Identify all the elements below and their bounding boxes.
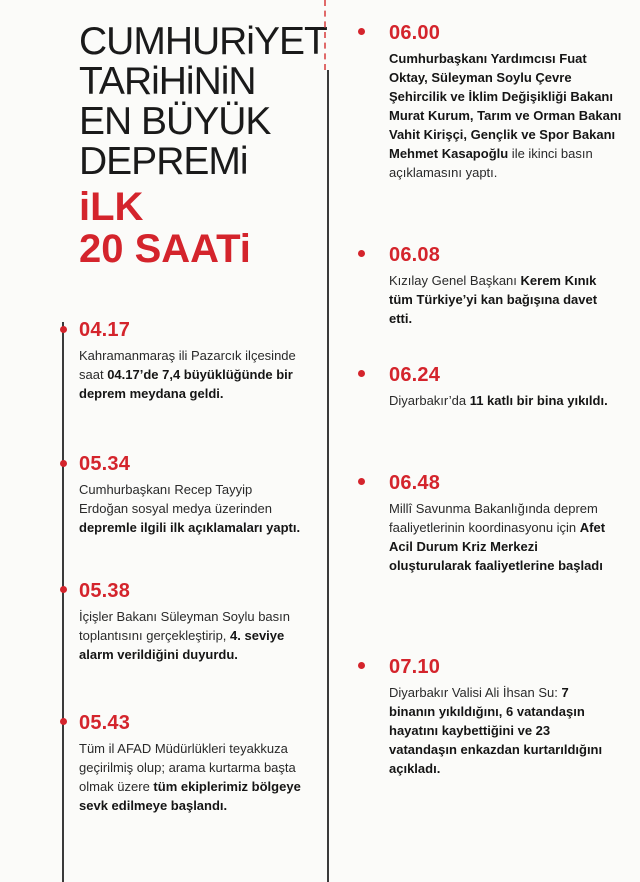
timeline-dot bbox=[358, 250, 365, 257]
event-time: 05.38 bbox=[79, 580, 131, 602]
event-time: 06.08 bbox=[389, 244, 441, 266]
event-text-bold: 7 binanın yıkıldığını, 6 vatandaşın hayatını kaybettiğini ve 23 vatandaşın enkazdan kurtarıldığını açıkladı. bbox=[389, 685, 603, 776]
event-0543 bbox=[79, 712, 307, 815]
event-description bbox=[389, 683, 617, 778]
timeline-dot bbox=[358, 370, 365, 377]
right-timeline-line bbox=[327, 70, 329, 882]
event-text-bold: 4. seviye alarm verildiğini duyurdu. bbox=[79, 628, 285, 662]
event-text-bold: Afet Acil Durum Kriz Merkezi oluşturularak faaliyetlerine başladı bbox=[389, 520, 606, 573]
event-0710 bbox=[389, 656, 617, 778]
timeline-dot bbox=[60, 718, 67, 725]
event-text: ile ikinci basın açıklamasını yaptı. bbox=[389, 146, 593, 180]
event-time: 05.34 bbox=[79, 453, 131, 475]
event-time: 04.17 bbox=[79, 319, 131, 341]
event-text-bold: 04.17’de 7,4 büyüklüğünde bir deprem meydana geldi. bbox=[79, 367, 293, 401]
event-time: 06.48 bbox=[389, 472, 441, 494]
title-line-2: TARiHiNiN bbox=[79, 60, 256, 103]
event-0600 bbox=[389, 22, 625, 182]
event-0648 bbox=[389, 472, 611, 575]
timeline-dot bbox=[60, 460, 67, 467]
timeline-dot bbox=[60, 326, 67, 333]
event-description bbox=[389, 499, 611, 575]
event-time: 07.10 bbox=[389, 656, 441, 678]
event-time: 06.00 bbox=[389, 22, 441, 44]
event-0417 bbox=[79, 319, 304, 403]
event-description bbox=[79, 346, 304, 403]
title-line-4: DEPREMi bbox=[79, 140, 248, 183]
event-description bbox=[79, 480, 301, 537]
event-text: İçişler Bakanı Süleyman Soylu basın toplantısını gerçekleştirip, bbox=[79, 609, 290, 643]
event-description bbox=[389, 391, 619, 410]
event-time: 06.24 bbox=[389, 364, 441, 386]
event-text: Cumhurbaşkanı Recep Tayyip Erdoğan sosyal medya üzerinden bbox=[79, 482, 272, 516]
event-text: Tüm il AFAD Müdürlükleri teyakkuza geçirilmiş olup; arama kurtarma başta olmak üzere bbox=[79, 741, 296, 794]
title-line-3: EN BÜYÜK bbox=[79, 100, 271, 143]
timeline-dot bbox=[358, 478, 365, 485]
event-0624 bbox=[389, 364, 619, 410]
event-description bbox=[79, 739, 307, 815]
timeline-dot bbox=[60, 586, 67, 593]
event-text: Kızılay Genel Başkanı bbox=[389, 273, 521, 288]
page-title bbox=[79, 20, 327, 271]
event-0538 bbox=[79, 580, 309, 664]
timeline-dot bbox=[358, 662, 365, 669]
title-accent-1: iLK bbox=[79, 185, 144, 229]
left-timeline-line bbox=[62, 322, 64, 882]
title-accent-2: 20 SAATi bbox=[79, 227, 251, 271]
event-text-bold: depremle ilgili ilk açıklamaları yaptı. bbox=[79, 520, 301, 535]
event-description bbox=[389, 271, 619, 328]
timeline-dot bbox=[358, 28, 365, 35]
event-time: 05.43 bbox=[79, 712, 131, 734]
event-description bbox=[79, 607, 309, 664]
event-text-bold: Cumhurbaşkanı Yardımcısı Fuat Oktay, Süleyman Soylu Çevre Şehircilik ve İklim Değişikliği Bakanı Murat Kurum, Tarım ve Orman Bakanı Vahit Kirişçi, Gençlik ve Spor Bakanı Mehmet Kasapoğlu bbox=[389, 51, 622, 161]
event-text: Millî Savunma Bakanlığında deprem faaliyetlerinin koordinasyonu için bbox=[389, 501, 598, 535]
event-text: Diyarbakır Valisi Ali İhsan Su: bbox=[389, 685, 562, 700]
event-text: Kahramanmaraş ili Pazarcık ilçesinde saat bbox=[79, 348, 296, 382]
center-divider-top bbox=[324, 0, 326, 70]
event-text-bold: Kerem Kınık tüm Türkiye’yi kan bağışına davet etti. bbox=[389, 273, 598, 326]
event-description bbox=[389, 49, 625, 182]
event-text-bold: 11 katlı bir bina yıkıldı. bbox=[469, 393, 608, 408]
event-text: Diyarbakır’da bbox=[389, 393, 470, 408]
event-text-bold: tüm ekiplerimiz bölgeye sevk edilmeye başlandı. bbox=[79, 779, 301, 813]
title-line-1: CUMHURiYET bbox=[79, 20, 327, 63]
event-0534 bbox=[79, 453, 301, 537]
event-0608 bbox=[389, 244, 619, 328]
